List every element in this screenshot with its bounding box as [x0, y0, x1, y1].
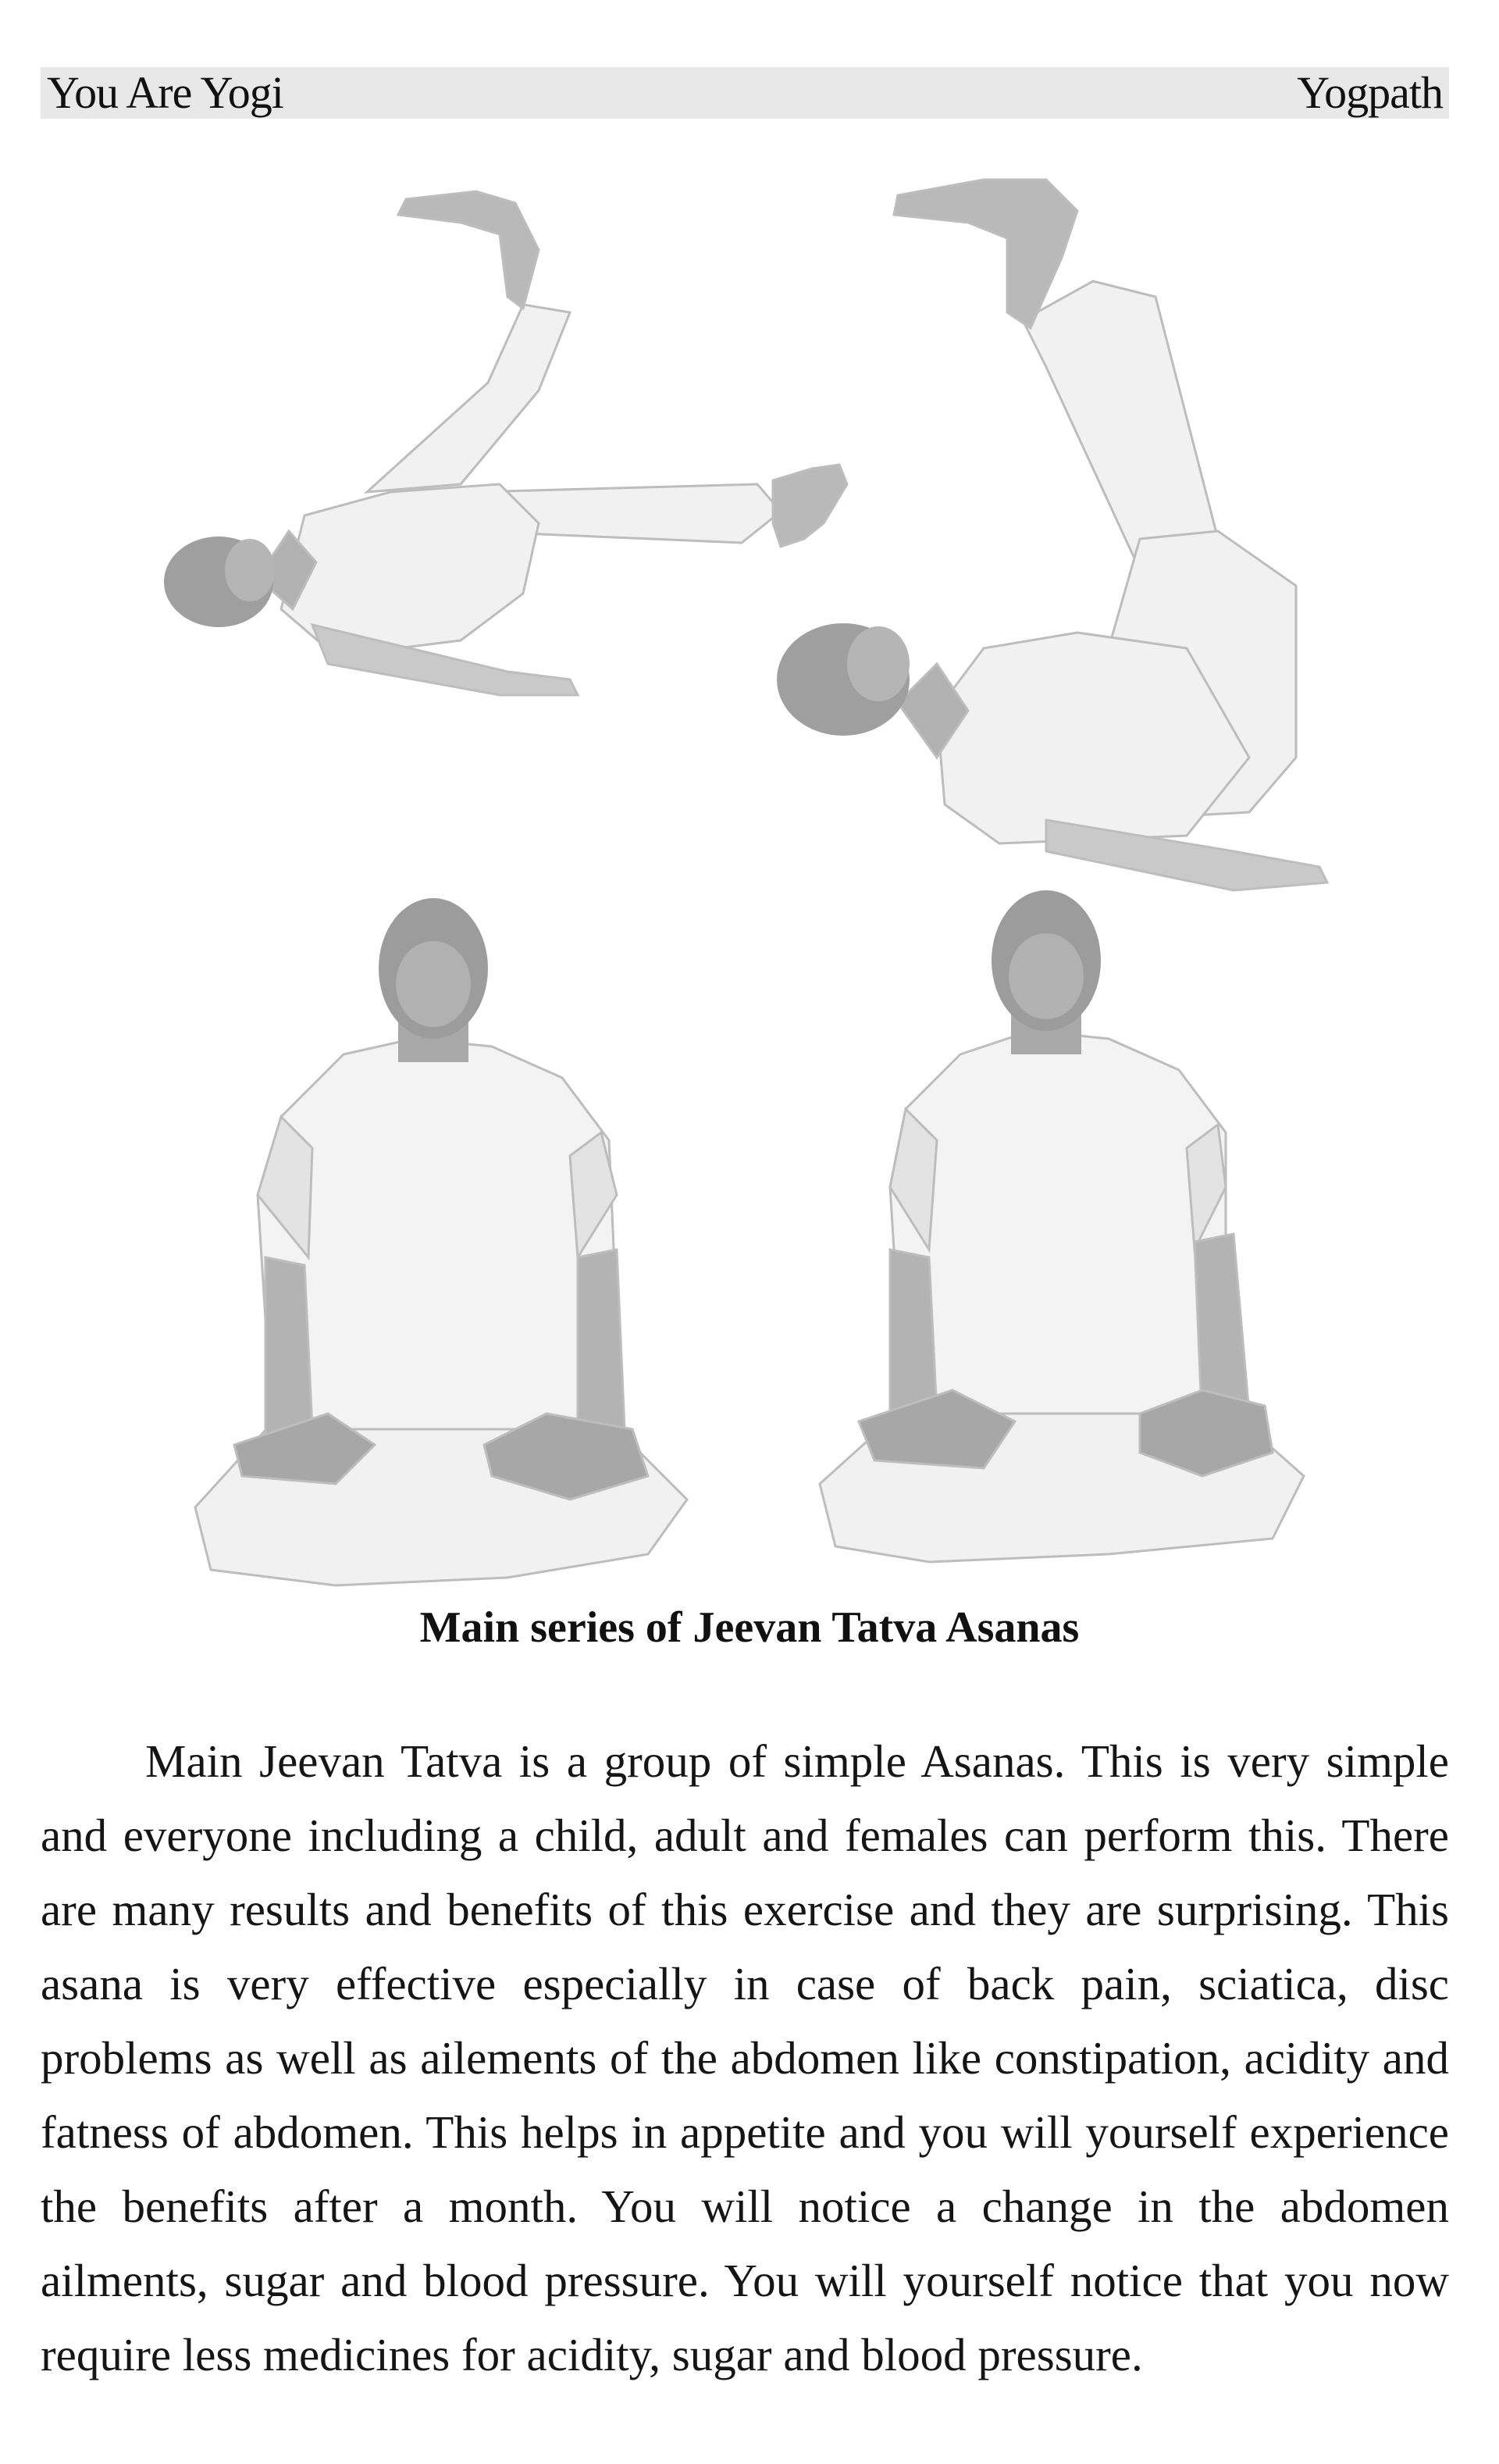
lying-knee-fold-figure [750, 164, 1343, 906]
seated-twist-figure [812, 875, 1312, 1570]
figure-caption: Main series of Jeevan Tatva Asanas [419, 1603, 1080, 1652]
body-paragraph: Main Jeevan Tatva is a group of simple Asanas. This is very simple and everyone including a child, adult and females can perform this. There are many results and benefits of this exercise and they are surprising. This asana is very effective especially in case of back pain, sciatica, disc problems as well as ailements of the abdomen like constipation, acidity and fatness of abdomen. This helps in appetite and you will yourself experience the benefits after a month. You will notice a change in the abdomen ailments, sugar and blood pressure. You will yourself notice that you now require less medicines for acidity, sugar and blood pressure. [41, 1735, 1449, 2380]
running-header [41, 67, 1449, 119]
seated-cross-legged-figure [180, 883, 695, 1593]
book-title: You Are Yogi [47, 67, 283, 118]
chapter-title: Yogpath [1297, 67, 1443, 118]
